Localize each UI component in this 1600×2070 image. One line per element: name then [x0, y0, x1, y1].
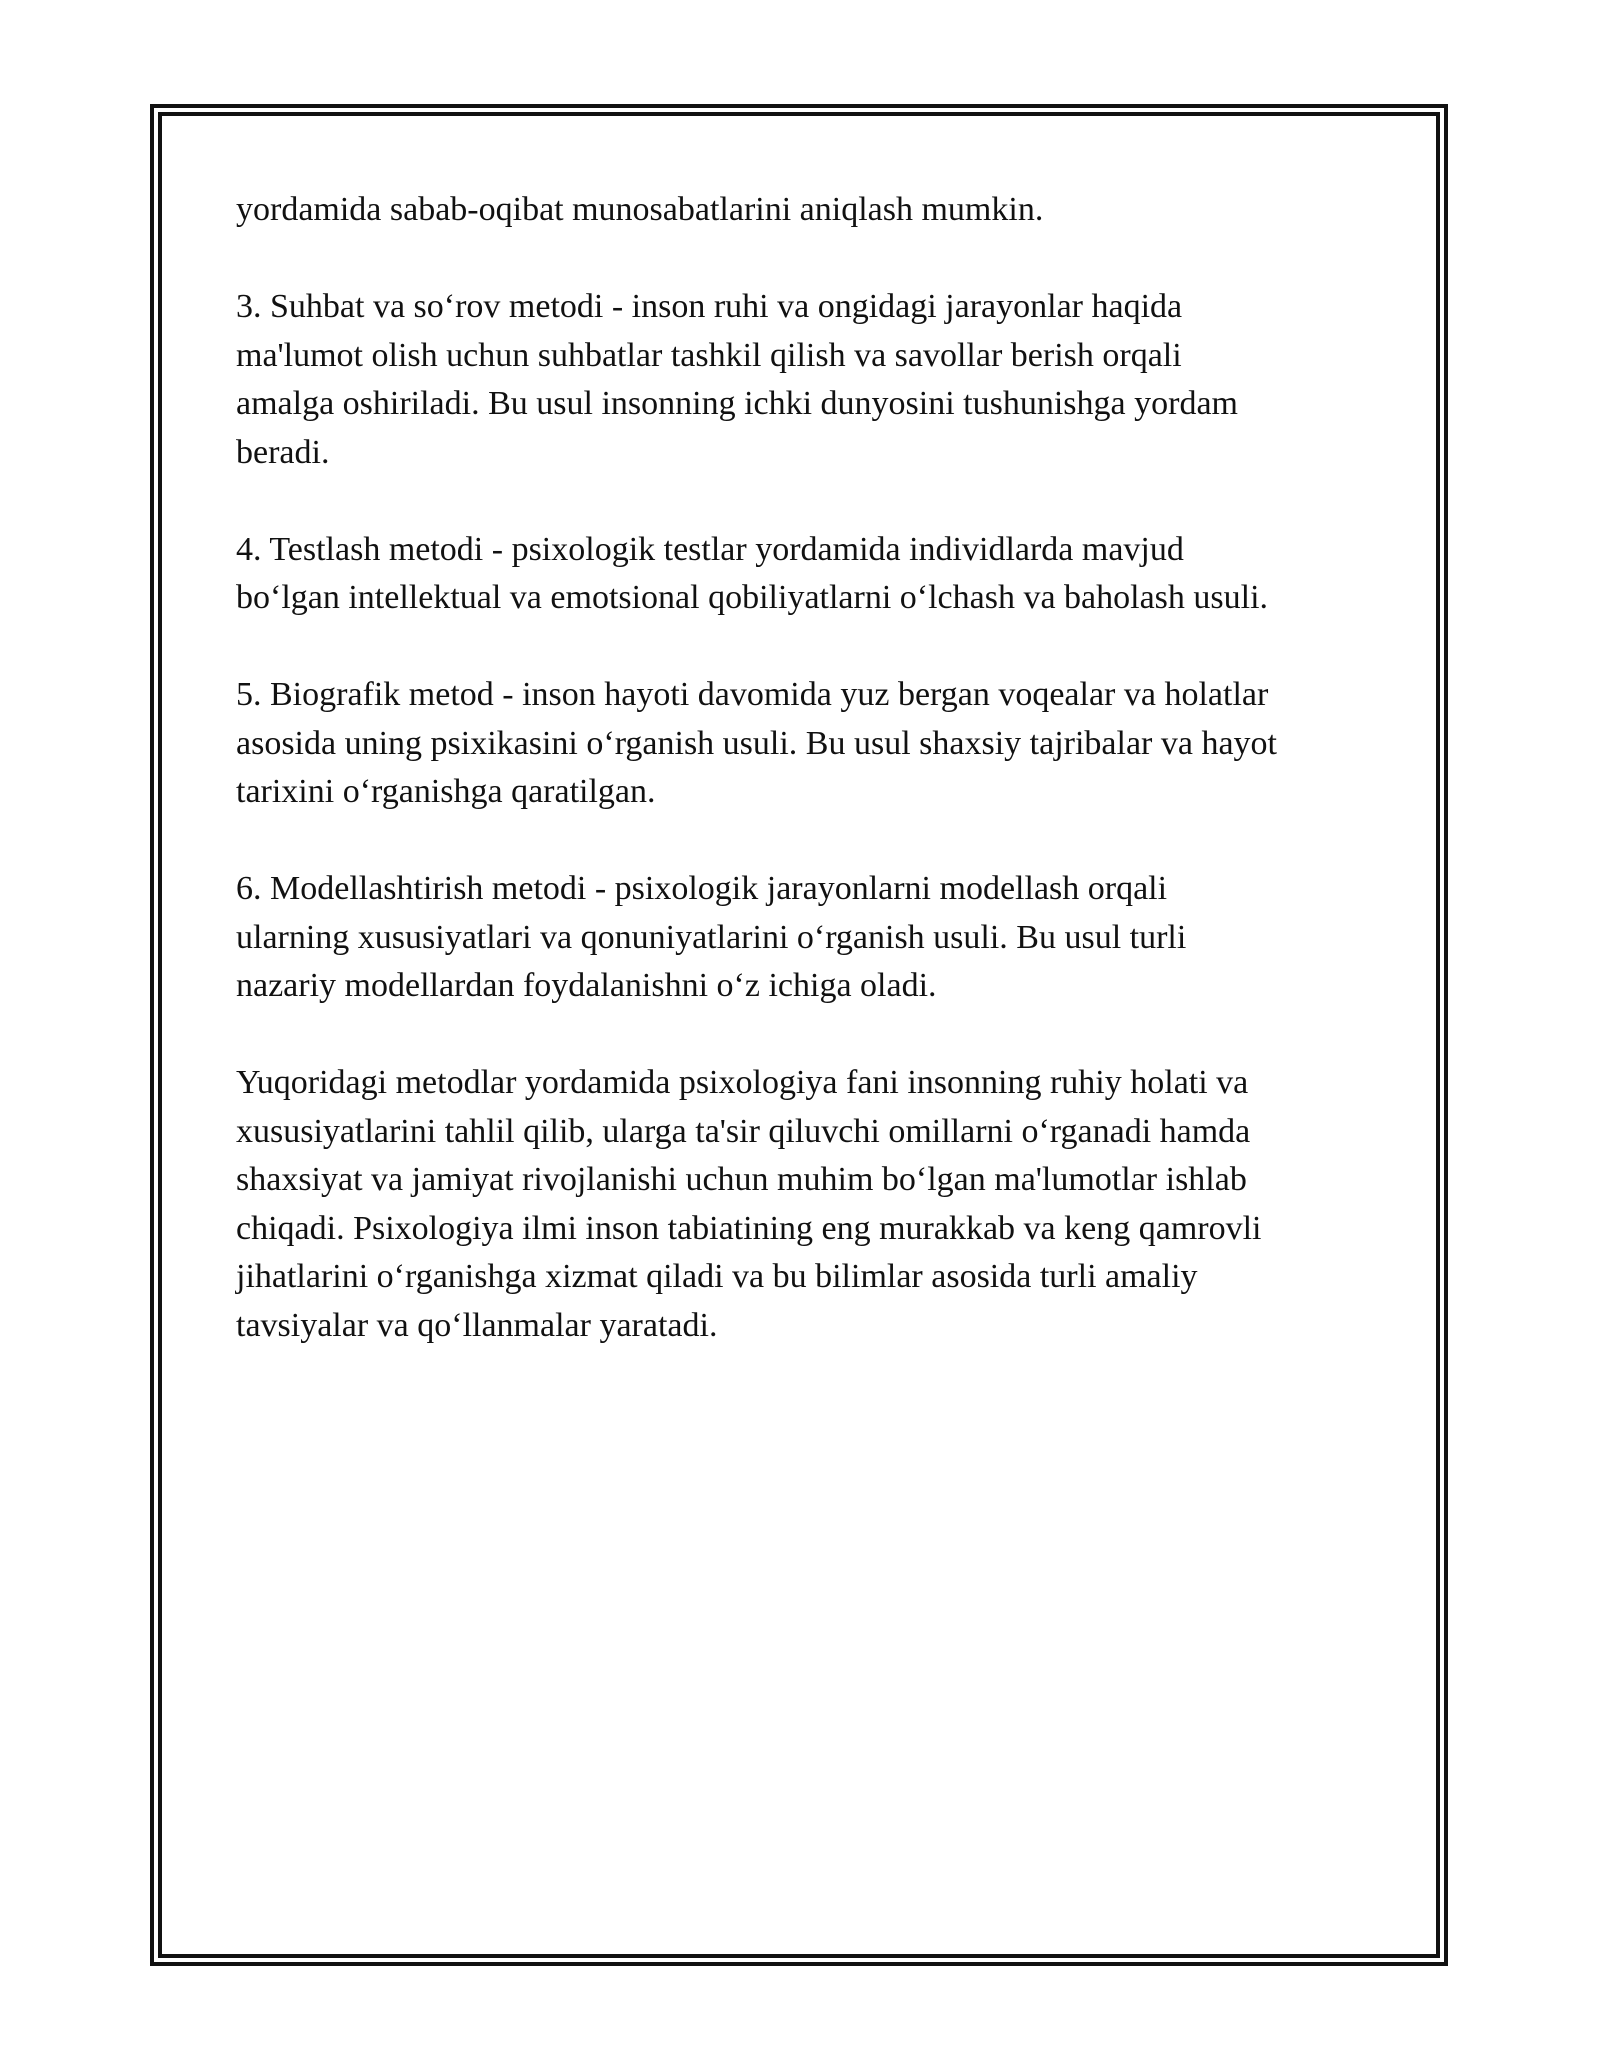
- paragraph-testlash-method: 4. Testlash metodi - psixologik testlar yordamida individlarda mavjud bo‘lgan intellektual va emotsional qobiliyatlarni o‘lchash va baholash usuli.: [236, 530, 1269, 616]
- paragraph-biografik-method: 5. Biografik metod - inson hayoti davomida yuz bergan voqealar va holatlar asosida uning psixikasini o‘rganish usuli. Bu usul shaxsiy tajribalar va hayot tarixini o‘rganishga qaratilgan.: [236, 676, 1277, 810]
- document-body: [236, 186, 1366, 1399]
- paragraph-continuation: yordamida sabab-oqibat munosabatlarini aniqlash mumkin.: [236, 191, 1044, 228]
- paragraph-suhbat-method: 3. Suhbat va so‘rov metodi - inson ruhi va ongidagi jarayonlar haqida ma'lumot olish uchun suhbatlar tashkil qilish va savollar berish orqali amalga oshiriladi. Bu usul insonning ichki dunyosini tushunishga yordam beradi.: [236, 288, 1238, 471]
- paragraph-conclusion: Yuqoridagi metodlar yordamida psixologiya fani insonning ruhiy holati va xususiyatlarini tahlil qilib, ularga ta'sir qiluvchi omillarni o‘rganadi hamda shaxsiyat va jamiyat rivojlanishi uchun muhim bo‘lgan ma'lumotlar ishlab chiqadi. Psixologiya ilmi inson tabiatining eng murakkab va keng qamrovli jihatlarini o‘rganishga xizmat qiladi va bu bilimlar asosida turli amaliy tavsiyalar va qo‘llanmalar yaratadi.: [236, 1064, 1262, 1344]
- paragraph-modellashtirish-method: 6. Modellashtirish metodi - psixologik jarayonlarni modellash orqali ularning xususiyatlari va qonuniyatlarini o‘rganish usuli. Bu usul turli nazariy modellardan foydalanishni o‘z ichiga oladi.: [236, 870, 1187, 1004]
